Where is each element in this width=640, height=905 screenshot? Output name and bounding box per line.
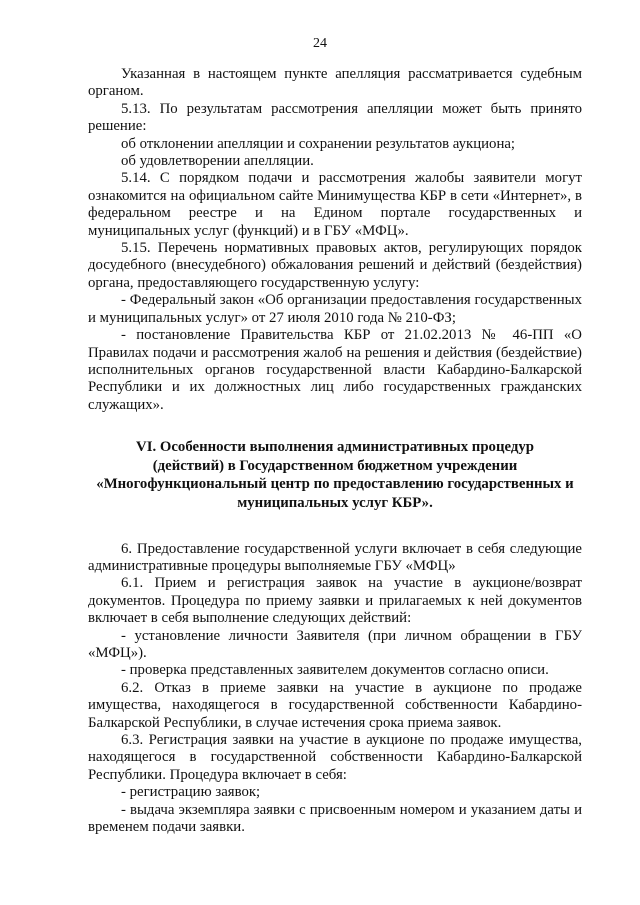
section-heading	[88, 438, 582, 512]
paragraph: 6. Предоставление государственной услуги включает в себя следующие административные процедуры выполняемые ГБУ «МФЦ»	[88, 540, 582, 574]
paragraph: 5.14. С порядком подачи и рассмотрения жалобы заявители могут ознакомится на официальном сайте Минимущества КБР в сети «Интернет», в федеральном реестре и на Едином портале государственных и муниципальных услуг (функций) и в ГБУ «МФЦ».	[88, 170, 582, 239]
paragraph: 5.15. Перечень нормативных правовых актов, регулирующих порядок досудебного (внесудебного) обжалования решений и действий (бездействия) органа, предоставляющего государственную услугу:	[88, 240, 582, 291]
page-number: 24	[313, 36, 327, 51]
paragraph: Указанная в настоящем пункте апелляция рассматривается судебным органом.	[88, 66, 582, 100]
paragraph: 6.1. Прием и регистрация заявок на участие в аукционе/возврат документов. Процедура по приему заявки и прилагаемых к ней документов включает в себя выполнение следующих действий:	[88, 575, 582, 627]
document-body	[88, 66, 582, 836]
paragraph: об удовлетворении апелляции.	[121, 153, 314, 170]
heading-line: муниципальных услуг КБР».	[237, 494, 433, 511]
paragraph: - регистрацию заявок;	[121, 784, 261, 801]
paragraph: 6.3. Регистрация заявки на участие в аукционе по продаже имущества, находящегося в государственной собственности Кабардино-Балкарской Республики. Процедура включает в себя:	[88, 731, 582, 783]
paragraph: 6.2. Отказ в приеме заявки на участие в аукционе по продаже имущества, находящегося в государственной собственности Кабардино-Балкарской Республики, в случае истечения срока приема заявок.	[88, 679, 582, 731]
paragraph: об отклонении апелляции и сохранении результатов аукциона;	[121, 135, 516, 152]
paragraph: 5.13. По результатам рассмотрения апелляции может быть принято решение:	[88, 100, 582, 135]
paragraph: - установление личности Заявителя (при личном обращении в ГБУ «МФЦ»).	[88, 627, 582, 661]
paragraph: - постановление Правительства КБР от 21.02.2013 № 46-ПП «О Правилах подачи и рассмотрения жалоб на решения и действия (бездействие) исполнительных органов государственной власти Кабардино-Балкарской Республики и их должностных лиц либо государственных гражданских служащих».	[88, 327, 582, 413]
paragraph: - Федеральный закон «Об организации предоставления государственных и муниципальных услуг» от 27 июля 2010 года № 210-ФЗ;	[88, 292, 582, 326]
heading-line: «Многофункциональный центр по предоставлению государственных и	[96, 476, 574, 493]
section-5-tail	[88, 66, 582, 414]
section-6-body	[88, 541, 582, 837]
paragraph: - выдача экземпляра заявки с присвоенным номером и указанием даты и временем подачи заявки.	[88, 801, 582, 835]
heading-line: VI. Особенности выполнения административных процедур	[136, 439, 534, 456]
heading-line: (действий) в Государственном бюджетном учреждении	[152, 457, 518, 474]
paragraph: - проверка представленных заявителем документов согласно описи.	[121, 662, 549, 679]
